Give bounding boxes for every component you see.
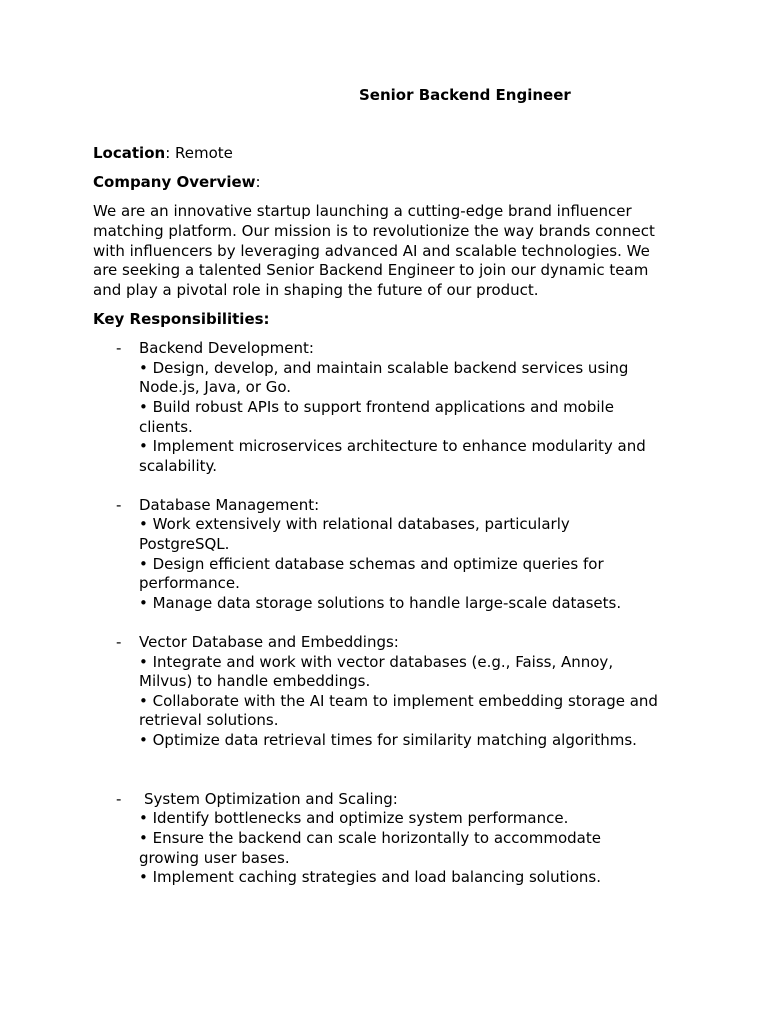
- responsibility-section-database: [93, 496, 693, 614]
- list-dash-marker: -: [116, 339, 122, 358]
- section-line: scalability.: [139, 456, 218, 475]
- section-line: • Collaborate with the AI team to implement embedding storage and: [139, 691, 658, 710]
- section-line: Milvus) to handle embeddings.: [139, 672, 371, 691]
- location-label: Location: [93, 144, 166, 162]
- responsibility-section-vector-db: [93, 633, 693, 751]
- responsibility-section-optimization: [93, 790, 693, 888]
- section-line: • Optimize data retrieval times for similarity matching algorithms.: [139, 731, 637, 749]
- company-overview-text: [93, 202, 693, 300]
- overview-line: with influencers by leveraging advanced AI and scalable technologies. We: [93, 241, 650, 260]
- overview-line: matching platform. Our mission is to revolutionize the way brands connect: [93, 221, 655, 240]
- location-value: : Remote: [165, 144, 233, 162]
- section-heading: Database Management:: [139, 495, 320, 514]
- list-dash-marker: -: [116, 789, 122, 808]
- section-heading: Backend Development:: [139, 339, 314, 358]
- section-line: • Work extensively with relational databases, particularly: [139, 515, 570, 534]
- section-heading: Vector Database and Embeddings:: [139, 633, 399, 652]
- section-line: • Manage data storage solutions to handle large-scale datasets.: [139, 593, 622, 612]
- section-line: • Design efficient database schemas and optimize queries for: [139, 554, 604, 573]
- document-title: Senior Backend Engineer: [359, 86, 571, 104]
- section-line: • Implement caching strategies and load balancing solutions.: [139, 868, 601, 887]
- section-line: Node.js, Java, or Go.: [139, 378, 292, 397]
- responsibility-section-backend: [93, 339, 693, 476]
- company-overview-heading: [93, 173, 693, 193]
- section-line: performance.: [139, 574, 240, 593]
- overview-line: and play a pivotal role in shaping the future of our product.: [93, 280, 539, 299]
- section-line: growing user bases.: [139, 848, 290, 867]
- section-heading: System Optimization and Scaling:: [144, 789, 398, 808]
- list-dash-marker: -: [116, 633, 122, 652]
- section-line: • Implement microservices architecture to enhance modularity and: [139, 437, 646, 456]
- section-line: • Design, develop, and maintain scalable backend services using: [139, 358, 629, 377]
- overview-line: We are an innovative startup launching a cutting-edge brand influencer: [93, 202, 632, 221]
- document-body: [93, 144, 693, 907]
- company-overview-colon: :: [255, 173, 261, 192]
- overview-line: are seeking a talented Senior Backend Engineer to join our dynamic team: [93, 261, 649, 280]
- responsibilities-list: [93, 339, 693, 888]
- section-line: retrieval solutions.: [139, 711, 279, 730]
- key-responsibilities-heading: Key Responsibilities:: [93, 309, 270, 328]
- section-line: PostgreSQL.: [139, 535, 230, 554]
- section-line: • Identify bottlenecks and optimize system performance.: [139, 809, 569, 828]
- list-dash-marker: -: [116, 495, 122, 514]
- section-line: • Ensure the backend can scale horizontally to accommodate: [139, 828, 601, 847]
- company-overview-label: Company Overview: [93, 173, 256, 192]
- section-line: • Integrate and work with vector databases (e.g., Faiss, Annoy,: [139, 652, 614, 671]
- section-line: clients.: [139, 417, 193, 436]
- location-line: [93, 144, 693, 164]
- section-line: • Build robust APIs to support frontend applications and mobile: [139, 397, 614, 416]
